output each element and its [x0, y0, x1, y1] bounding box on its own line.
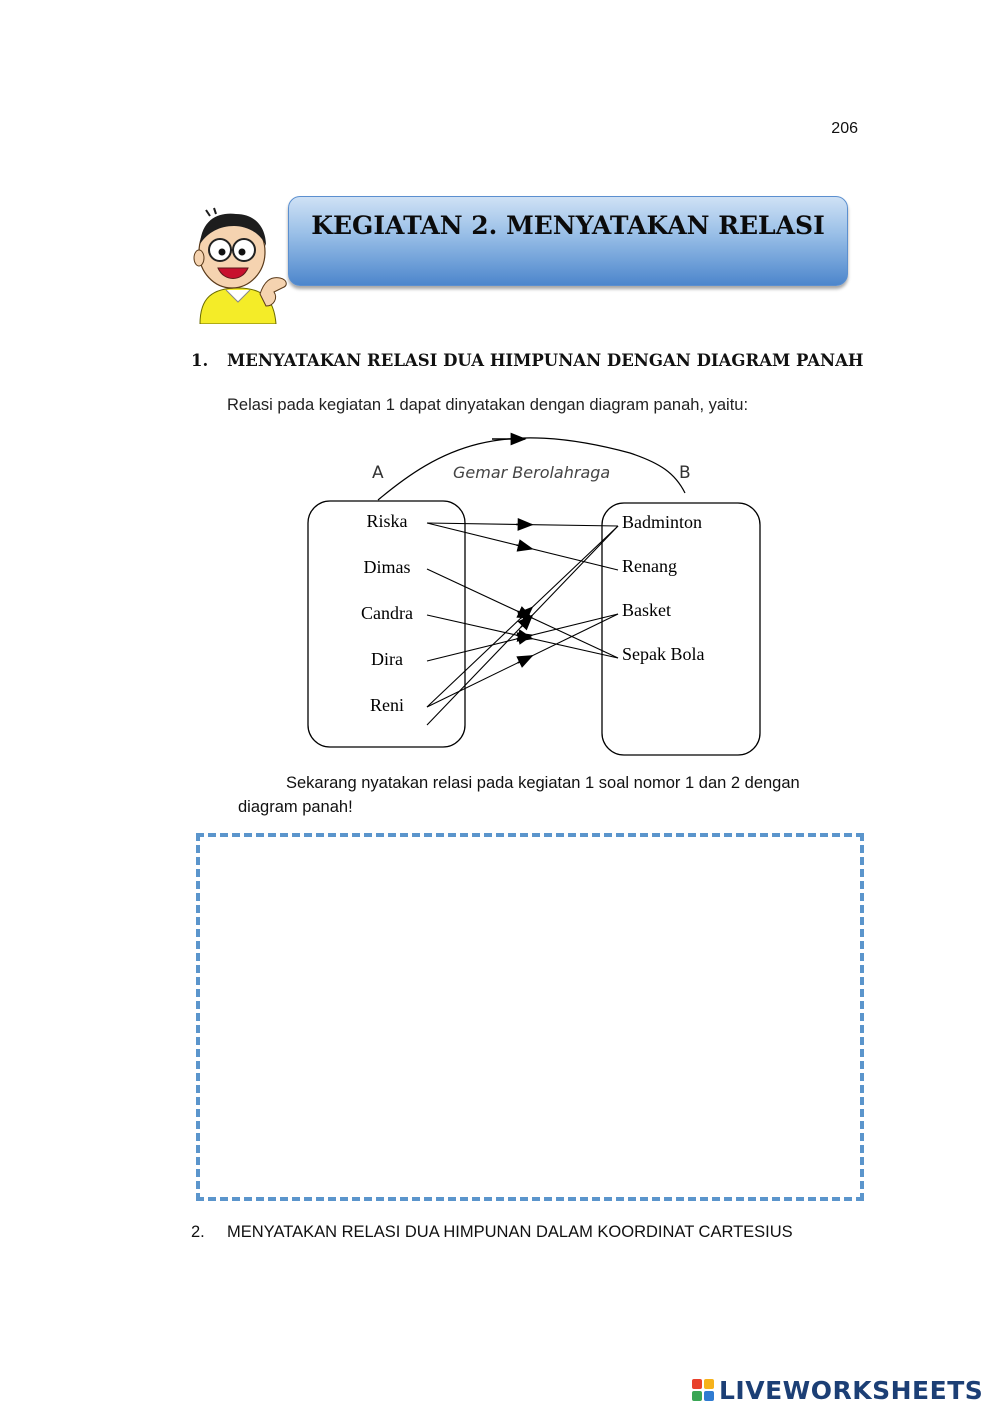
- set-b-box: [602, 503, 760, 755]
- set-b-item: Basket: [622, 600, 671, 620]
- set-a-item: Riska: [366, 511, 408, 531]
- brand-name: LIVEWORKSHEETS: [719, 1375, 984, 1405]
- set-b-item: Sepak Bola: [622, 644, 705, 664]
- instruction-body: Sekarang nyatakan relasi pada kegiatan 1 soal nomor 1 dan 2 dengan diagram panah!: [238, 774, 800, 816]
- set-b-item: Renang: [622, 556, 677, 576]
- arrow-diagram: [300, 428, 770, 768]
- section-1-number: 1.: [191, 351, 209, 370]
- set-b-label: B: [679, 463, 691, 483]
- set-a-item: Dimas: [363, 557, 411, 577]
- page-number: 206: [831, 120, 858, 137]
- relation-label: Gemar Berolahraga: [453, 463, 611, 482]
- section-1-intro: Relasi pada kegiatan 1 dapat dinyatakan dengan diagram panah, yaitu:: [227, 396, 749, 414]
- relation-arrowhead: [518, 656, 532, 663]
- cartoon-boy-pointing-icon: [190, 206, 290, 324]
- set-b-item: Badminton: [622, 512, 702, 532]
- set-a-item: Dira: [371, 649, 403, 669]
- instruction-text: [238, 771, 848, 819]
- banner-title: KEGIATAN 2. MENYATAKAN RELASI: [311, 211, 825, 240]
- section-2-number: 2.: [191, 1223, 205, 1241]
- relation-arrowhead: [517, 545, 533, 549]
- liveworksheets-logo-icon: [692, 1379, 714, 1401]
- section-1-title: MENYATAKAN RELASI DUA HIMPUNAN DENGAN DIAGRAM PANAH: [227, 351, 864, 370]
- brand-footer: [692, 1374, 983, 1406]
- set-a-item: Reni: [370, 695, 404, 715]
- set-a-label: A: [372, 463, 384, 483]
- section-2-title: MENYATAKAN RELASI DUA HIMPUNAN DALAM KOORDINAT CARTESIUS: [227, 1223, 793, 1241]
- set-a-item: Candra: [361, 603, 413, 623]
- activity-banner: [288, 196, 848, 286]
- answer-drawing-area[interactable]: [196, 833, 864, 1201]
